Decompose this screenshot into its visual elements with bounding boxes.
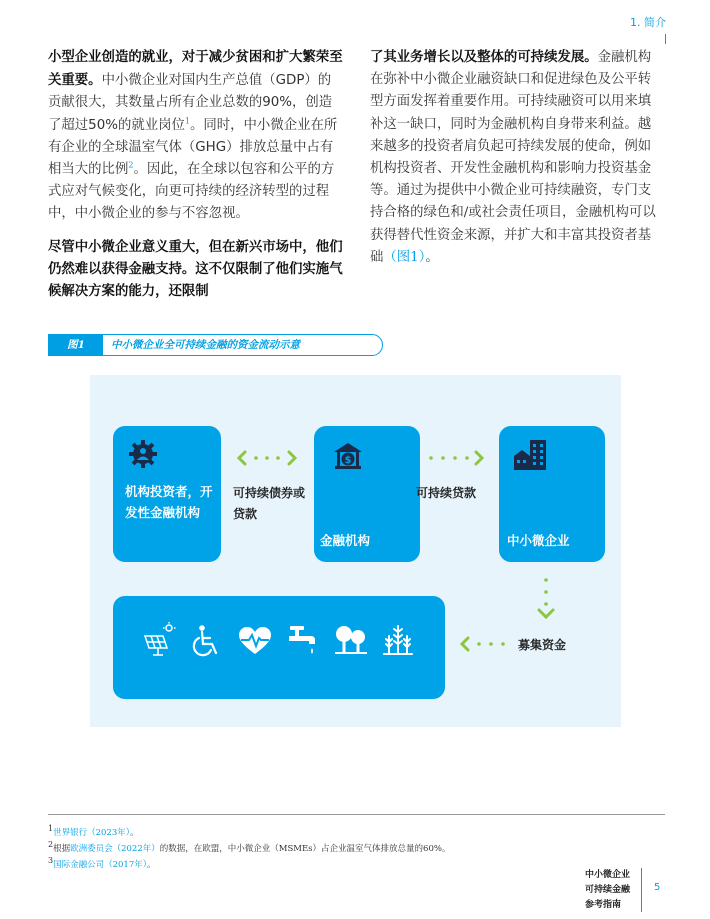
heart-pulse-icon xyxy=(237,626,273,656)
wheat-icon xyxy=(381,622,415,658)
box-label: 中小微企业 xyxy=(507,533,570,548)
left-arrow-icon xyxy=(459,636,511,652)
text: 。 xyxy=(425,249,439,265)
right-arrow-icon xyxy=(425,450,487,466)
footnote-link[interactable]: 国际金融公司（2017年） xyxy=(53,860,147,870)
percent-50: 50% xyxy=(88,117,118,133)
paragraph-msme-importance xyxy=(48,46,343,226)
footnote-number: 3 xyxy=(48,856,54,866)
bold-lead: 了其业务增长以及整体的可持续发展。 xyxy=(370,49,598,65)
bank-dollar-icon xyxy=(332,440,364,472)
figure-ref-link[interactable]: （图1） xyxy=(383,249,426,265)
arrow-label-bonds: 可持续债券或贷款 xyxy=(233,486,306,521)
down-arrow-icon xyxy=(536,575,556,621)
box-institutional-investors xyxy=(113,426,221,562)
text: 金融机构在弥补中小微企业融资缺口和促进绿色及公平转型方面发挥着重要作用。可持续融资可以用来填补这一缺口，同时为金融机构自身带来利益。越来越多的投资者肩负起可持续发展的使命，例如机构投资者、开发性金融机构和影响力投资基金等。通过为提供中小微企业可持续融资，专门支持合格的绿色和/或社会责任项目，金融机构可以获得替代性资金来源，并扩大和丰富其投资者基础 xyxy=(370,50,656,265)
text: 。 xyxy=(146,860,156,870)
paragraph-financial-institutions xyxy=(370,46,662,269)
buildings-icon xyxy=(512,438,550,472)
text: ）的贡献很大，其数量占所有企业总数的 xyxy=(48,73,332,111)
text: ）排放总量中占有相当大的比例 xyxy=(48,139,334,178)
box-label: 金融机构 xyxy=(320,533,371,548)
figure-number: 图1 xyxy=(49,335,103,355)
footnote-link[interactable]: 世界银行（2023年） xyxy=(53,828,130,838)
percent-90: 90% xyxy=(262,95,293,111)
trees-icon xyxy=(333,622,369,658)
footnote-ref-1[interactable]: 1 xyxy=(184,116,190,126)
footnote-1 xyxy=(48,825,450,841)
footnote-number: 2 xyxy=(48,840,54,850)
box-msme xyxy=(499,426,605,562)
footnote-ref-2[interactable]: 2 xyxy=(128,160,134,170)
left-column xyxy=(48,46,343,312)
footnote-number: 1 xyxy=(48,824,54,834)
right-column xyxy=(370,46,662,279)
text: ，创造了超过 xyxy=(48,95,333,133)
footnote-3 xyxy=(48,857,450,873)
text: 。因此，在全球以包容和公平的方式应对气候变化，向更可持续的经济转型的过程中，中小微企业的参与不容忽视。 xyxy=(48,162,335,222)
arrow-label-loans: 可持续贷款 xyxy=(416,486,477,500)
paragraph-finance-access: 尽管中小微企业意义重大，但在新兴市场中，他们仍然难以获得金融支持。这不仅限制了他们实施气候解决方案的能力，还限制 xyxy=(48,238,343,300)
footer-title-line: 可持续金融 xyxy=(585,885,631,895)
footer-document-title xyxy=(585,868,635,913)
svg-text:$: $ xyxy=(344,455,352,466)
text: 根据 xyxy=(53,844,71,854)
text: 中小微企业对国内生产总值（ xyxy=(101,73,276,89)
ghg-term: GHG xyxy=(195,139,227,155)
text: 。 xyxy=(129,828,139,838)
wheelchair-icon xyxy=(191,624,221,658)
footer-title-line: 中小微企业 xyxy=(585,870,631,880)
footnote-link[interactable]: 欧洲委员会（2022年） xyxy=(70,844,160,854)
header-section: 1. 简介 xyxy=(630,16,666,29)
text: 。同时，中小微企业在所有企业的全球温室气体（ xyxy=(48,117,338,155)
flow-diagram xyxy=(90,375,621,727)
footnotes xyxy=(48,825,450,873)
text: 的就业岗位 xyxy=(117,117,185,133)
figure-caption-bar xyxy=(48,334,383,356)
arrow-label-raised-funds: 募集资金 xyxy=(518,638,567,652)
double-arrow-icon xyxy=(236,450,298,466)
page-number: 5 xyxy=(654,882,661,893)
header-rule xyxy=(665,34,666,44)
text: 的数据，在欧盟，中小微企业（MSMEs）占企业温室气体排放总量的60%。 xyxy=(159,844,451,854)
box-financial-institution xyxy=(314,426,420,562)
bold-lead: 小型企业创造的就业，对于减少贫困和扩大繁荣至关重要。 xyxy=(48,49,343,89)
footer-rule xyxy=(641,868,642,912)
box-green-social-projects xyxy=(113,596,445,699)
footer-title-line: 参考指南 xyxy=(585,900,622,910)
gdp-term: GDP xyxy=(275,73,305,89)
figure-title: 中小微企业全可持续金融的资金流动示意 xyxy=(111,339,300,351)
box-label: 机构投资者，开发性金融机构 xyxy=(125,484,213,520)
gear-person-icon xyxy=(127,438,159,470)
water-tap-icon xyxy=(287,622,321,658)
solar-panel-icon xyxy=(141,622,177,658)
footnote-2 xyxy=(48,841,450,857)
footnote-divider xyxy=(48,814,665,815)
